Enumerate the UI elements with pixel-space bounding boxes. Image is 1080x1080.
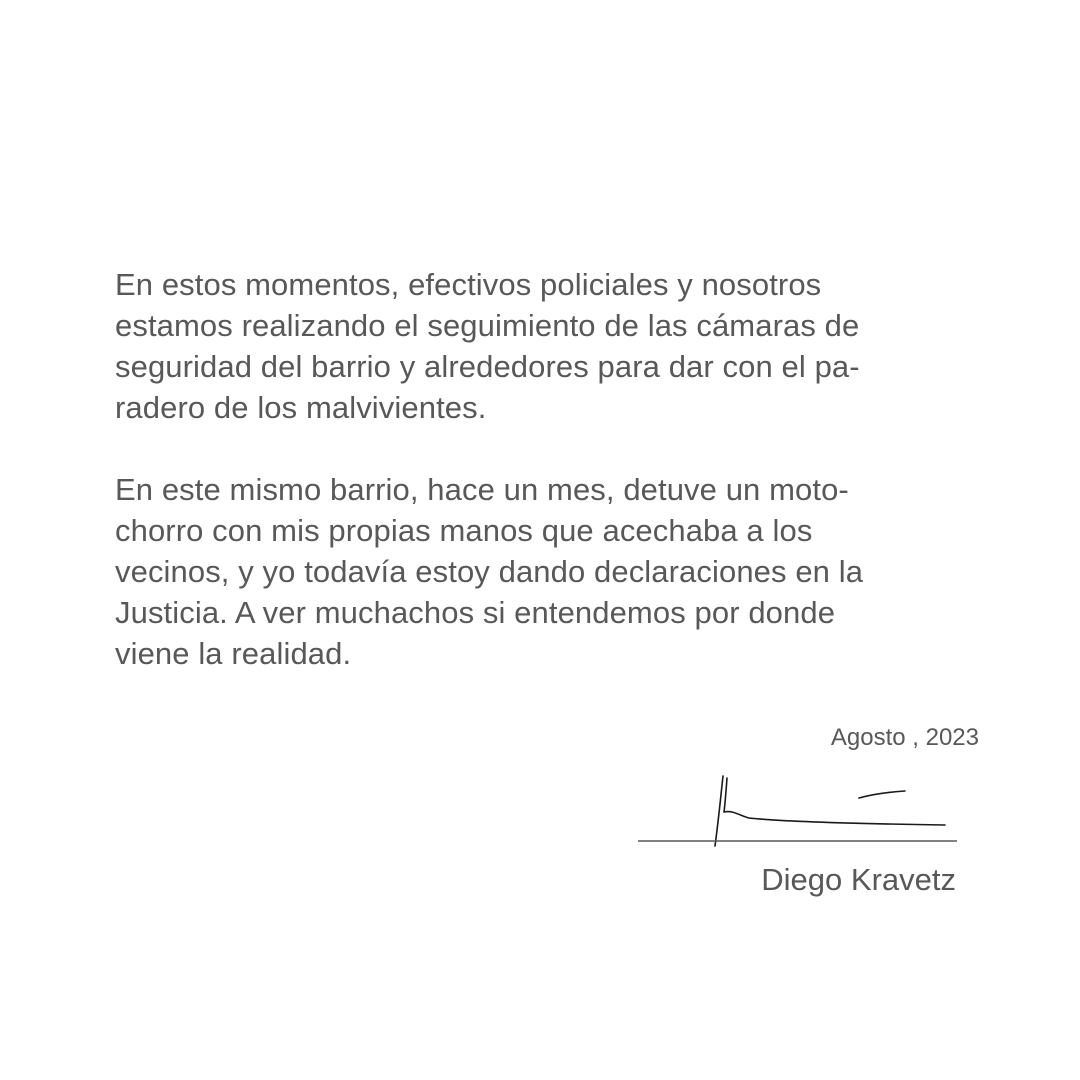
text-line: vecinos, y yo todavía estoy dando declaraciones en la <box>115 554 864 589</box>
paragraph-spacer <box>115 428 975 469</box>
letter-body <box>115 264 975 674</box>
text-line: En estos momentos, efectivos policiales y nosotros <box>115 267 822 302</box>
letter-date: Agosto , 2023 <box>830 724 979 751</box>
text-line: Justicia. A ver muchachos si entendemos por donde <box>115 595 836 630</box>
signature-ink <box>715 776 945 846</box>
text-line: viene la realidad. <box>115 636 352 671</box>
text-line: seguridad del barrio y alrededores para dar con el pa- <box>115 349 860 384</box>
paragraph-2 <box>115 469 975 674</box>
text-line: estamos realizando el seguimiento de las cámaras de <box>115 308 860 343</box>
text-line: En este mismo barrio, hace un mes, detuve un moto- <box>115 472 849 507</box>
text-line: radero de los malvivientes. <box>115 390 487 425</box>
text-line: chorro con mis propias manos que acechaba a los <box>115 513 813 548</box>
paragraph-1 <box>115 264 975 428</box>
signer-name: Diego Kravetz <box>761 862 956 897</box>
signature-block <box>637 770 959 854</box>
